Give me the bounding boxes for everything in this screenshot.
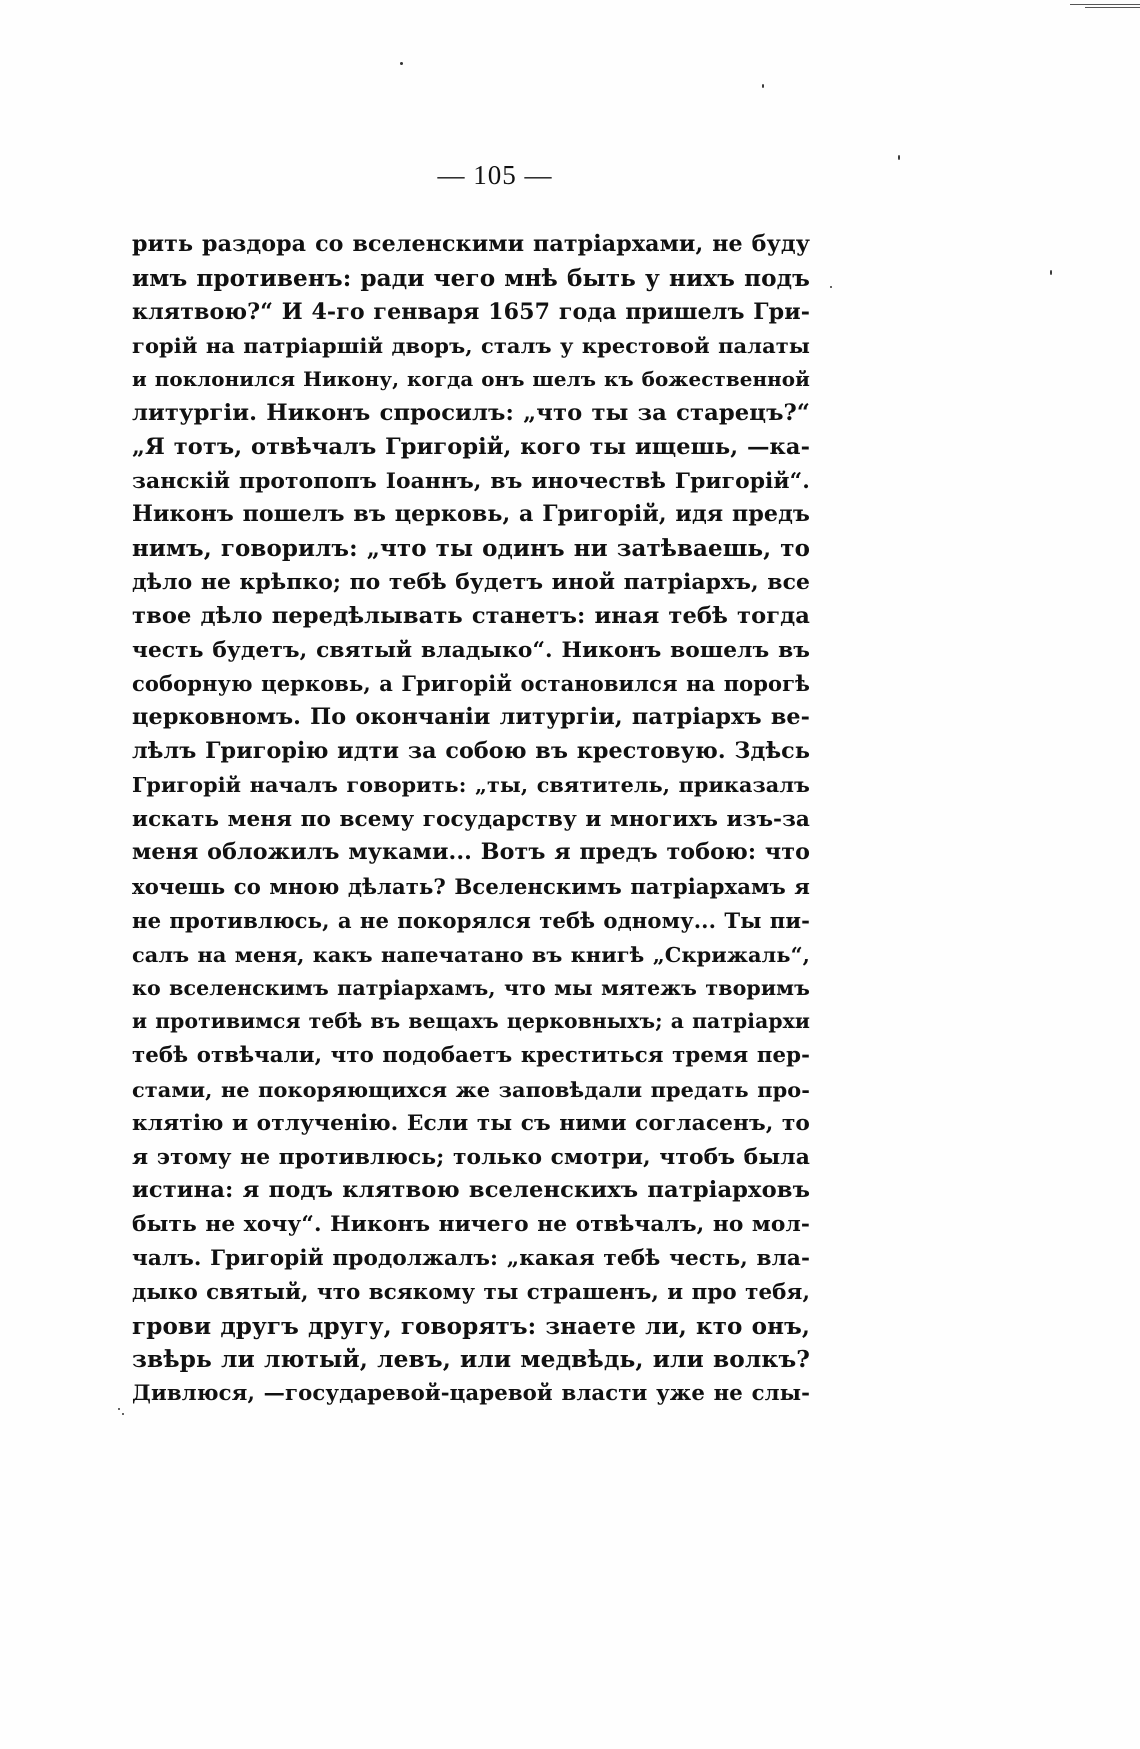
- text-line: звѣрь ли лютый, левъ, или медвѣдь, или волкъ?: [132, 1346, 810, 1374]
- scan-speck: [122, 1413, 124, 1415]
- page-number: — 105 —: [437, 160, 553, 190]
- edge-rule: [1070, 4, 1140, 5]
- text-line: истина: я подъ клятвою вселенскихъ патріарховъ: [132, 1177, 810, 1204]
- text-line: клятію и отлученію. Если ты съ ними согласенъ, то: [132, 1110, 810, 1136]
- text-line: искать меня по всему государству и многихъ изъ-за: [132, 806, 810, 832]
- text-line: соборную церковь, а Григорій остановился на порогѣ: [132, 671, 810, 697]
- text-line: салъ на меня, какъ напечатано въ книгѣ „Скрижаль“,: [132, 941, 810, 967]
- text-line: „Я тотъ, отвѣчалъ Григорій, кого ты ищешь, —ка-: [132, 433, 810, 460]
- text-line: рить раздора со вселенскими патріархами, не буду: [132, 231, 810, 257]
- text-line: дыко святый, что всякому ты страшенъ, и про тебя,: [132, 1279, 810, 1305]
- text-line: Никонъ пошелъ въ церковь, а Григорій, идя предъ: [132, 501, 810, 528]
- scan-speck: [400, 62, 403, 65]
- scan-speck: [1050, 270, 1052, 275]
- text-line: чалъ. Григорій продолжалъ: „какая тебѣ честь, вла-: [132, 1245, 810, 1271]
- body-text: [132, 228, 810, 1411]
- text-line: горій на патріаршій дворъ, сталъ у крестовой палаты: [132, 333, 810, 359]
- scan-speck: [118, 1408, 120, 1410]
- edge-rule: [1085, 7, 1140, 8]
- text-line: занскій протопопъ Іоаннъ, въ иночествѣ Григорій“.: [132, 468, 810, 494]
- text-line: меня обложилъ муками... Вотъ я предъ тобою: что: [132, 839, 810, 866]
- scan-speck: [830, 286, 832, 288]
- text-line: твое дѣло передѣлывать станетъ: иная тебѣ тогда: [132, 602, 810, 629]
- text-line: быть не хочу“. Никонъ ничего не отвѣчалъ, но мол-: [132, 1212, 810, 1238]
- text-line: литургіи. Никонъ спросилъ: „что ты за старецъ?“: [132, 399, 810, 426]
- text-line: хочешь со мною дѣлать? Вселенскимъ патріархамъ я: [132, 874, 810, 900]
- text-line: ко вселенскимъ патріархамъ, что мы мятежъ творимъ: [132, 975, 810, 1000]
- text-line: тебѣ отвѣчали, что подобаетъ креститься тремя пер-: [132, 1043, 810, 1069]
- text-line: нимъ, говорилъ: „что ты одинъ ни затѣваешь, то: [132, 535, 810, 563]
- text-line: имъ противенъ: ради чего мнѣ быть у нихъ подъ: [132, 264, 810, 292]
- text-line: честь будетъ, святый владыко“. Никонъ вошелъ въ: [132, 637, 810, 663]
- text-line: Григорій началъ говорить: „ты, святитель, приказалъ: [132, 772, 810, 797]
- text-line: дѣло не крѣпко; по тебѣ будетъ иной патріархъ, все: [132, 568, 810, 595]
- text-line: стами, не покоряющихся же заповѣдали предать про-: [132, 1076, 810, 1102]
- text-line: и противимся тебѣ въ вещахъ церковныхъ; а патріархи: [132, 1009, 810, 1034]
- text-line: и поклонился Никону, когда онъ шелъ къ божественной: [132, 367, 810, 392]
- text-line: церковномъ. По окончаніи литургіи, патріархъ ве-: [132, 704, 810, 731]
- text-line: Дивлюся, —государевой-царевой власти уже не слы-: [132, 1381, 810, 1407]
- text-line: не противлюсь, а не покорялся тебѣ одному... Ты пи-: [132, 907, 810, 933]
- text-line: лѣлъ Григорію идти за собою въ крестовую. Здѣсь: [132, 737, 810, 764]
- text-line: грови другъ другу, говорятъ: знаете ли, кто онъ,: [132, 1312, 810, 1340]
- text-line: я этому не противлюсь; только смотри, чтобъ была: [132, 1144, 810, 1170]
- text-line: клятвою?“ И 4-го генваря 1657 года пришелъ Гри-: [132, 298, 810, 325]
- scan-speck: [898, 155, 900, 160]
- scan-speck: [762, 84, 764, 88]
